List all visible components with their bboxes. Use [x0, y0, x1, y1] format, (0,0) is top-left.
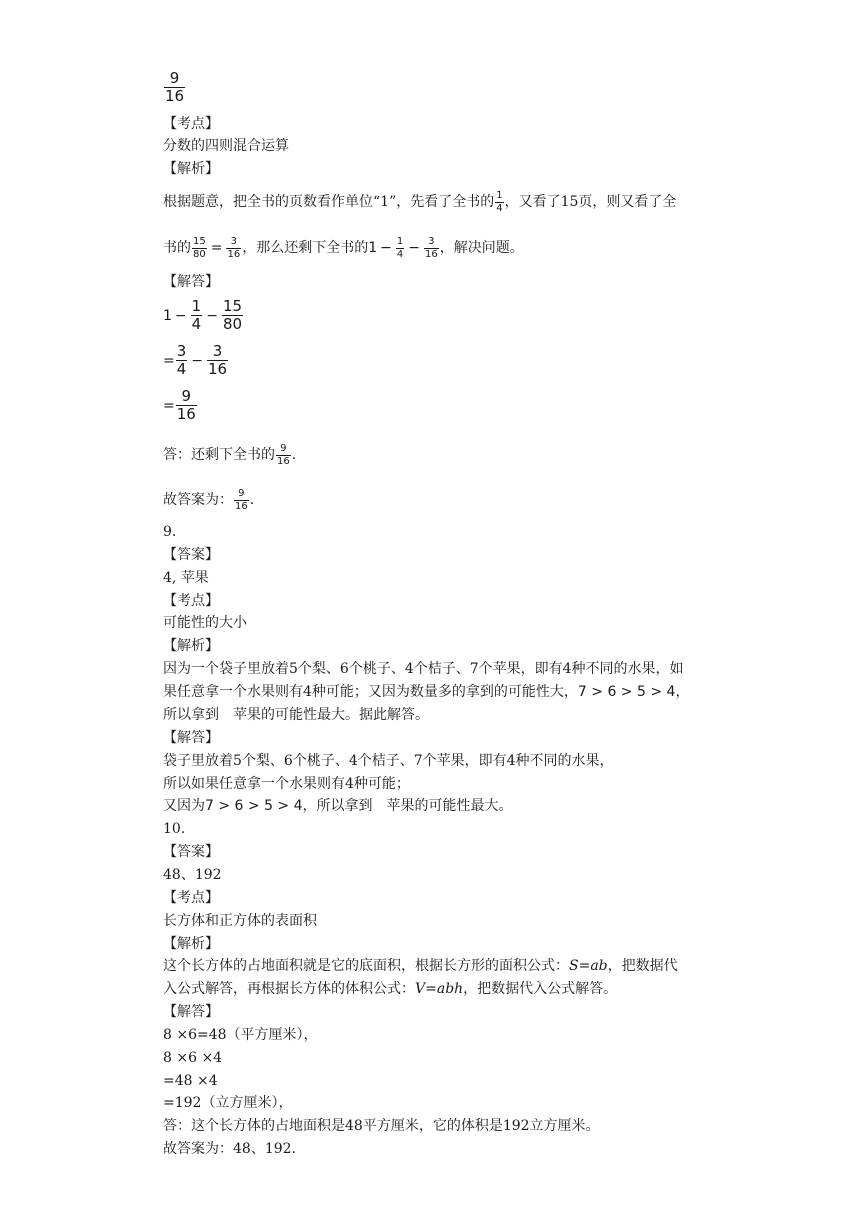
text-segment: . — [291, 447, 297, 463]
equals-sign: = — [163, 397, 175, 414]
fraction-numerator: 1 — [496, 190, 503, 201]
answer-label: 【答案】 — [163, 547, 219, 563]
text-segment: 入公式解答，再根据长方体的体积公式： — [163, 981, 415, 997]
answer-statement: 答：这个长方体的占地面积是48平方厘米，它的体积是192立方厘米。 — [163, 1118, 600, 1134]
jieda-label: 【解答】 — [163, 1004, 219, 1020]
fraction-numerator: 9 — [164, 70, 185, 88]
jiexi-line-1 — [163, 956, 678, 976]
question-number: 10. — [163, 821, 186, 837]
fraction-denominator: 80 — [193, 248, 206, 260]
calc-line-4: =192（立方厘米）， — [163, 1095, 293, 1111]
text-segment: ，解决问题。 — [439, 240, 524, 256]
fraction-denominator: 4 — [191, 315, 202, 334]
question-number: 9. — [163, 524, 177, 540]
equals-sign: = — [210, 240, 223, 256]
jieda-line-1: 袋子里放着5个梨、6个桃子、4个桔子、7个苹果，即有4种不同的水果， — [163, 753, 614, 769]
jiexi-line-1: 因为一个袋子里放着5个梨、6个桃子、4个桔子、7个苹果，即有4种不同的水果，如 — [163, 661, 684, 677]
fraction-denominator: 80 — [222, 315, 243, 334]
calc-step-1 — [163, 298, 244, 334]
calc-line-2: 8 ×6 ×4 — [163, 1050, 223, 1066]
answer-fraction — [163, 70, 186, 106]
number: 1 — [368, 240, 378, 256]
fraction-denominator: 16 — [235, 500, 248, 512]
fraction-denominator: 4 — [176, 360, 187, 379]
final-answer: 故答案为：48、192. — [163, 1141, 296, 1157]
jiexi-line-1 — [163, 190, 676, 214]
answer-text: 48、192 — [163, 867, 222, 883]
kaodian-label: 【考点】 — [163, 116, 219, 132]
fraction-denominator: 16 — [424, 248, 438, 260]
jieda-label: 【解答】 — [163, 730, 219, 746]
text-segment: ，把数据代入公式解答。 — [463, 981, 618, 997]
final-answer — [163, 488, 254, 512]
text-segment: ，又看了15页，则又看了全 — [504, 194, 677, 210]
text-segment: 这个长方体的占地面积就是它的底面积，根据长方形的面积公式： — [163, 958, 569, 974]
fraction-numerator: 1 — [396, 236, 404, 247]
equals-sign: = — [163, 352, 175, 369]
minus-sign: − — [191, 352, 204, 369]
answer-statement — [163, 443, 296, 467]
jieda-line-3 — [163, 796, 513, 816]
text-segment: ，所以拿到 苹果的可能性最大。 — [302, 798, 513, 814]
jiexi-label: 【解析】 — [163, 161, 219, 177]
fraction-denominator: 4 — [496, 202, 503, 214]
text-segment: . — [249, 492, 255, 508]
text-segment: 果任意拿一个水果则有4种可能；又因为数量多的拿到的可能性大， — [163, 684, 578, 700]
jiexi-line-3: 所以拿到 苹果的可能性最大。据此解答。 — [163, 707, 429, 723]
kaodian-text: 分数的四则混合运算 — [163, 138, 289, 154]
kaodian-text: 可能性的大小 — [163, 615, 247, 631]
fraction-denominator: 16 — [277, 455, 290, 467]
fraction-numerator: 9 — [176, 388, 197, 406]
kaodian-text: 长方体和正方体的表面积 — [163, 913, 317, 929]
jiexi-label: 【解析】 — [163, 936, 219, 952]
fraction-numerator: 15 — [222, 297, 243, 315]
minus-sign: − — [174, 307, 187, 324]
minus-sign: − — [380, 240, 392, 256]
jiexi-line-2 — [163, 979, 617, 999]
volume-formula: V=abh — [415, 981, 464, 997]
minus-sign: − — [206, 307, 218, 324]
fraction-numerator: 15 — [193, 236, 206, 247]
fraction-denominator: 16 — [165, 87, 185, 106]
kaodian-label: 【考点】 — [163, 890, 219, 906]
jiexi-label: 【解析】 — [163, 638, 219, 654]
area-formula: S=ab — [569, 958, 608, 974]
fraction-denominator: 16 — [176, 405, 196, 424]
fraction-numerator: 3 — [424, 236, 439, 249]
fraction-numerator: 1 — [191, 297, 202, 315]
inequality: 7 > 6 > 5 > 4 — [205, 798, 303, 814]
text-segment: 又因为 — [163, 798, 205, 814]
jieda-label: 【解答】 — [163, 274, 219, 290]
jiexi-line-2 — [163, 236, 524, 260]
inequality: 7 > 6 > 5 > 4 — [577, 684, 676, 700]
answer-label: 【答案】 — [163, 844, 219, 860]
fraction-denominator: 16 — [208, 360, 228, 379]
minus-sign: − — [408, 240, 420, 256]
calc-line-3: =48 ×4 — [163, 1073, 218, 1089]
jieda-line-2: 所以如果任意拿一个水果则有4种可能； — [163, 776, 410, 792]
fraction-denominator: 16 — [227, 248, 241, 260]
fraction-numerator: 9 — [276, 443, 291, 456]
calc-line-1: 8 ×6=48（平方厘米）， — [163, 1027, 318, 1043]
text-segment: ， — [675, 684, 690, 700]
answer-text: 4, 苹果 — [163, 570, 209, 586]
jiexi-line-2 — [163, 682, 689, 702]
calc-step-3 — [163, 388, 198, 424]
fraction-numerator: 3 — [207, 343, 228, 361]
text-segment: 根据题意，把全书的页数看作单位“1”，先看了全书的 — [163, 194, 495, 210]
text-segment: ，那么还剩下全书的 — [242, 240, 369, 256]
fraction-numerator: 9 — [234, 488, 249, 501]
text-segment: 书的 — [163, 240, 191, 256]
calc-step-2 — [163, 343, 229, 379]
fraction-numerator: 3 — [226, 236, 241, 249]
text-segment: ，把数据代 — [607, 958, 678, 974]
fraction-numerator: 3 — [176, 342, 187, 360]
fraction-denominator: 4 — [396, 248, 404, 260]
number: 1 — [163, 307, 172, 324]
text-segment: 答：还剩下全书的 — [163, 447, 275, 463]
kaodian-label: 【考点】 — [163, 593, 219, 609]
text-segment: 故答案为： — [163, 492, 233, 508]
